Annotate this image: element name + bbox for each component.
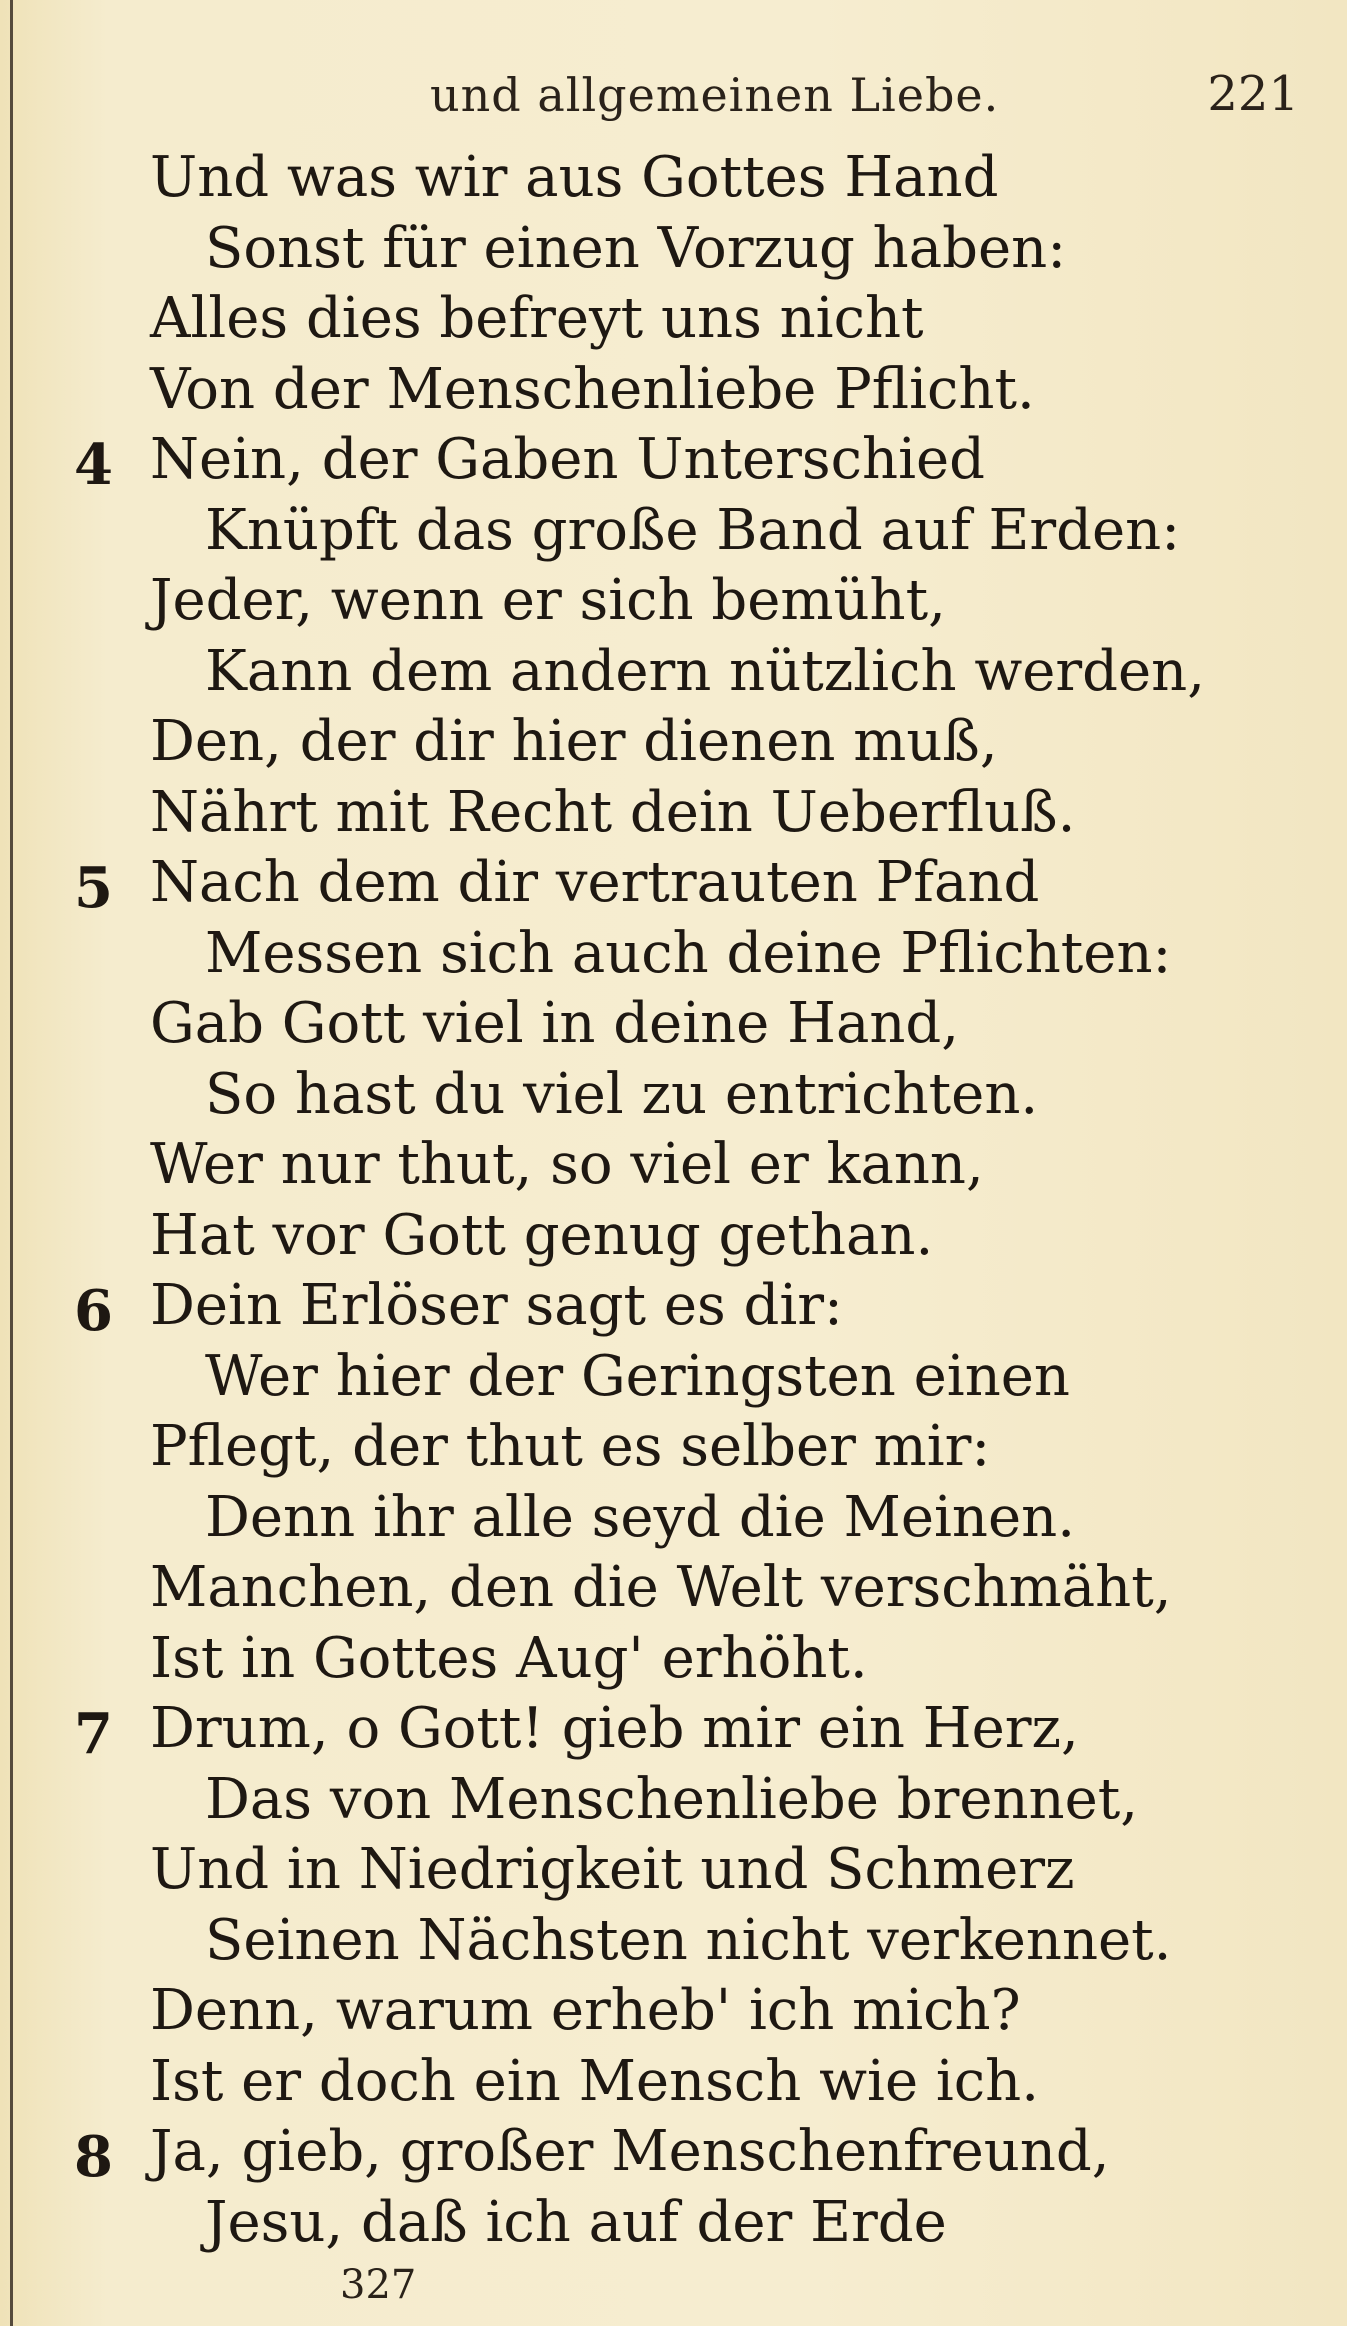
verse-line: Gab Gott viel in deine Hand, <box>150 991 960 1056</box>
verse-number: 7 <box>74 1701 113 1767</box>
running-head: und allgemeinen Liebe. <box>430 68 1000 122</box>
page-number: 221 <box>1207 66 1299 122</box>
verse-line: Jesu, daß ich auf der Erde <box>205 2189 947 2255</box>
verse-line: Den, der dir hier dienen muß, <box>150 709 998 774</box>
verse-line: Nach dem dir vertrauten Pfand <box>150 850 1040 915</box>
verse-line: Und was wir aus Gottes Hand <box>150 145 999 210</box>
verse-line: Wer nur thut, so viel er kann, <box>150 1132 984 1197</box>
verse-line: Ist in Gottes Aug' erhöht. <box>150 1625 868 1691</box>
verse-line: Das von Menschenliebe brennet, <box>205 1766 1139 1832</box>
verse-line: Seinen Nächsten nicht verkennet. <box>205 1907 1172 1973</box>
verse-line: Hat vor Gott genug gethan. <box>150 1202 934 1268</box>
verse-line: Alles dies befreyt uns nicht <box>150 286 924 351</box>
verse-line: Nein, der Gaben Unterschied <box>150 427 985 492</box>
verse-line: Manchen, den die Welt verschmäht, <box>150 1555 1172 1620</box>
verse-number: 5 <box>74 855 113 921</box>
verse-line: Dein Erlöser sagt es dir: <box>150 1273 843 1338</box>
verse-line: Denn, warum erheb' ich mich? <box>150 1978 1021 2043</box>
verse-line: Von der Menschenliebe Pflicht. <box>150 356 1035 422</box>
verse-line: Knüpft das große Band auf Erden: <box>205 497 1181 563</box>
page-gutter-edge <box>10 0 13 2326</box>
verse-line: Drum, o Gott! gieb mir ein Herz, <box>150 1696 1079 1761</box>
verse-line: Ist er doch ein Mensch wie ich. <box>150 2048 1040 2114</box>
verse-line: Und in Niedrigkeit und Schmerz <box>150 1837 1075 1902</box>
verse-line: Messen sich auch deine Pflichten: <box>205 920 1172 986</box>
verse-line: Kann dem andern nützlich werden, <box>205 638 1206 704</box>
verse-line: Pflegt, der thut es selber mir: <box>150 1414 991 1479</box>
verse-line: Wer hier der Geringsten einen <box>205 1343 1070 1409</box>
verse-line: Denn ihr alle seyd die Meinen. <box>205 1484 1075 1550</box>
printer-signature: 327 <box>340 2262 417 2308</box>
verse-line: Nährt mit Recht dein Ueberfluß. <box>150 779 1076 845</box>
verse-line: Ja, gieb, großer Menschenfreund, <box>150 2119 1110 2184</box>
verse-number: 4 <box>74 432 113 498</box>
verse-number: 8 <box>74 2124 113 2190</box>
verse-line: So hast du viel zu entrichten. <box>205 1061 1039 1127</box>
verse-line: Sonst für einen Vorzug haben: <box>205 215 1067 281</box>
verse-line: Jeder, wenn er sich bemüht, <box>150 568 946 633</box>
verse-number: 6 <box>74 1278 113 1344</box>
